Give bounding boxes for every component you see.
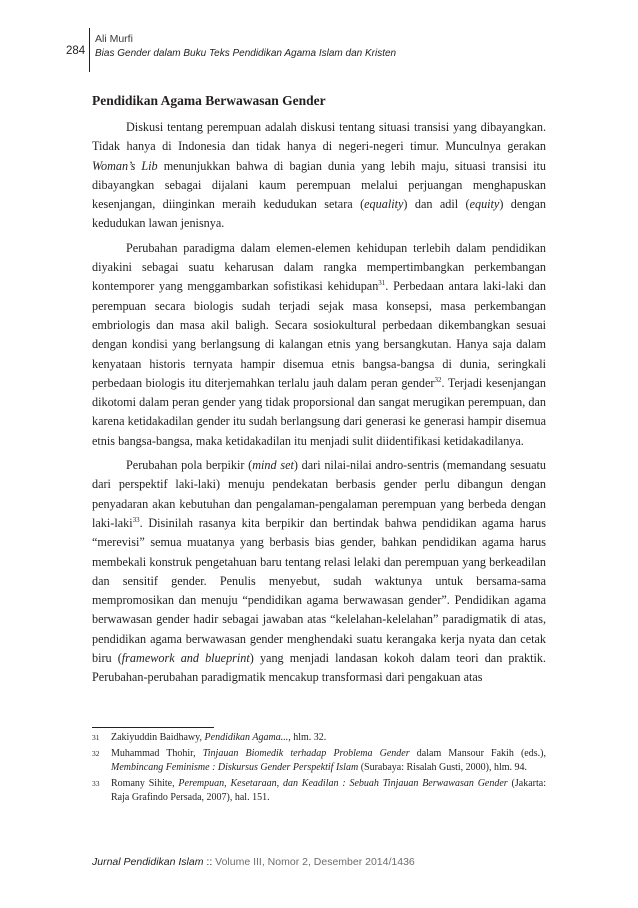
running-title: Bias Gender dalam Buku Teks Pendidikan Agama Islam dan Kristen — [95, 48, 397, 59]
paragraph-1: Diskusi tentang perempuan adalah diskusi tentang situasi transisi yang dibayangkan. Tidak hanya di Indonesia dan tidak hanya di negeri-negeri timur. Munculnya gerakan Woman’s Lib menunjukkan bahwa di bagian dunia yang lebih maju, situasi transisi itu dibayangkan sebagai dijalani kaum perempuan melalui perjuangan menghapuskan kesenjangan, diinginkan meraih kedudukan setara (equality) dan adil (equity) dengan kedudukan lawan jenisnya. — [92, 120, 547, 231]
footnote-ref-32[interactable]: 32 — [434, 375, 442, 384]
paragraph-2: Perubahan paradigma dalam elemen-elemen kehidupan terlebih dalam pendidikan diyakini sebagai suatu keharusan dalam rangka mempertimbangkan perkembangan kontemporer yang menggambarkan sofistikasi kehidupan$^{31}$. Perbedaan antara laki-laki dan perempuan secara biologis sudah terjadi sejak masa konsepsi, masa perkembangan embriologis dan masa akil baligh. Secara sosiokultural perbedaan dikembangkan sesuai dengan kondisi yang berlangsung di kalangan etnis yang bersangkutan. Hanya saja dalam kenyataan historis ternyata hampir disemua etnis bangsa-bangsa di dunia, seringkali perbedaan biologis itu diterjemahkan terlalu jauh dalam peran gender$^{32}$. Terjadi kesenjangan dikotomi dalam peran gender yang tidak proporsional dan sangat merugikan perempuan, dan karena ketidakadilan gender itu sudah berlangsung dari generasi ke generasi hampir disemua etnis bangsa-bangsa, maka ketidakadilan itu menjadi sulit diidentifikasi ketidakadilanya. — [92, 240, 546, 448]
footnote-33: 33 Romany Sihite, Perempuan, Kesetaraan, dan Keadilan : Sebuah Tinjauan Berwawasan Gender (Jakarta: Raja Grafindo Persada, 2007), hal. 151. — [92, 777, 546, 804]
footnote-32: 32 Muhammad Thohir, Tinjauan Biomedik terhadap Problema Gender dalam Mansour Fakih (eds.), Membincang Feminisme : Diskursus Gender Perspektif Islam (Surabaya: Risalah Gusti, 2000), hlm. 94. — [92, 747, 546, 774]
body-text — [92, 118, 546, 693]
footnote-divider — [92, 727, 214, 728]
section-heading: Pendidikan Agama Berwawasan Gender — [92, 93, 326, 108]
header-divider — [89, 28, 90, 72]
footnotes — [92, 731, 546, 807]
journal-volume: Volume III, Nomor 2, Desember 2014/1436 — [215, 856, 415, 868]
footnote-31: 31 Zakiyuddin Baidhawy, Pendidikan Agama..., hlm. 32. — [92, 732, 327, 743]
journal-footer — [92, 856, 415, 868]
footnote-ref-33[interactable]: 33 — [132, 515, 140, 524]
header-author: Ali Murfi — [95, 33, 133, 45]
paragraph-3: Perubahan pola berpikir (mind set) dari nilai-nilai andro-sentris (memandang sesuatu dari perspektif laki-laki) menuju pendekatan berbasis gender perlu dibangun dengan penyadaran akan kebutuhan dan pengalaman-pengalaman perempuan yang berbeda dengan laki-laki$^{33}$. Disinilah rasanya kita berpikir dan bertindak bahwa pendidikan agama harus “merevisi” semua muatanya yang berbasis bias gender, bahkan pendidikan agama harus membekali konstruk pengetahuan baru tentang relasi lelaki dan perempuan yang berkeadilan dan sensitif gender. Penulis menyebut, sudah waktunya untuk bersama-sama mempromosikan dan menuju “pendidikan agama berwawasan gender”. Pendidikan agama berwawasan gender hadir sebagai jawaban atas “kelelahan-kelelahan” paradigmatik di atas, pendidikan agama berwawasan gender menghendaki suatu kerangaka kerja nyata dan cetak biru (framework and blueprint) yang menjadi landasan kokoh dalam teori dan praktik. Perubahan-perubahan paradigmatik mencakup transformasi dari pengakuan atas — [92, 458, 547, 685]
footnote-ref-31[interactable]: 31 — [378, 279, 386, 288]
footer-separator: :: — [203, 856, 216, 868]
page-number: 284 — [66, 45, 86, 57]
journal-name: Jurnal Pendidikan Islam — [92, 856, 204, 868]
